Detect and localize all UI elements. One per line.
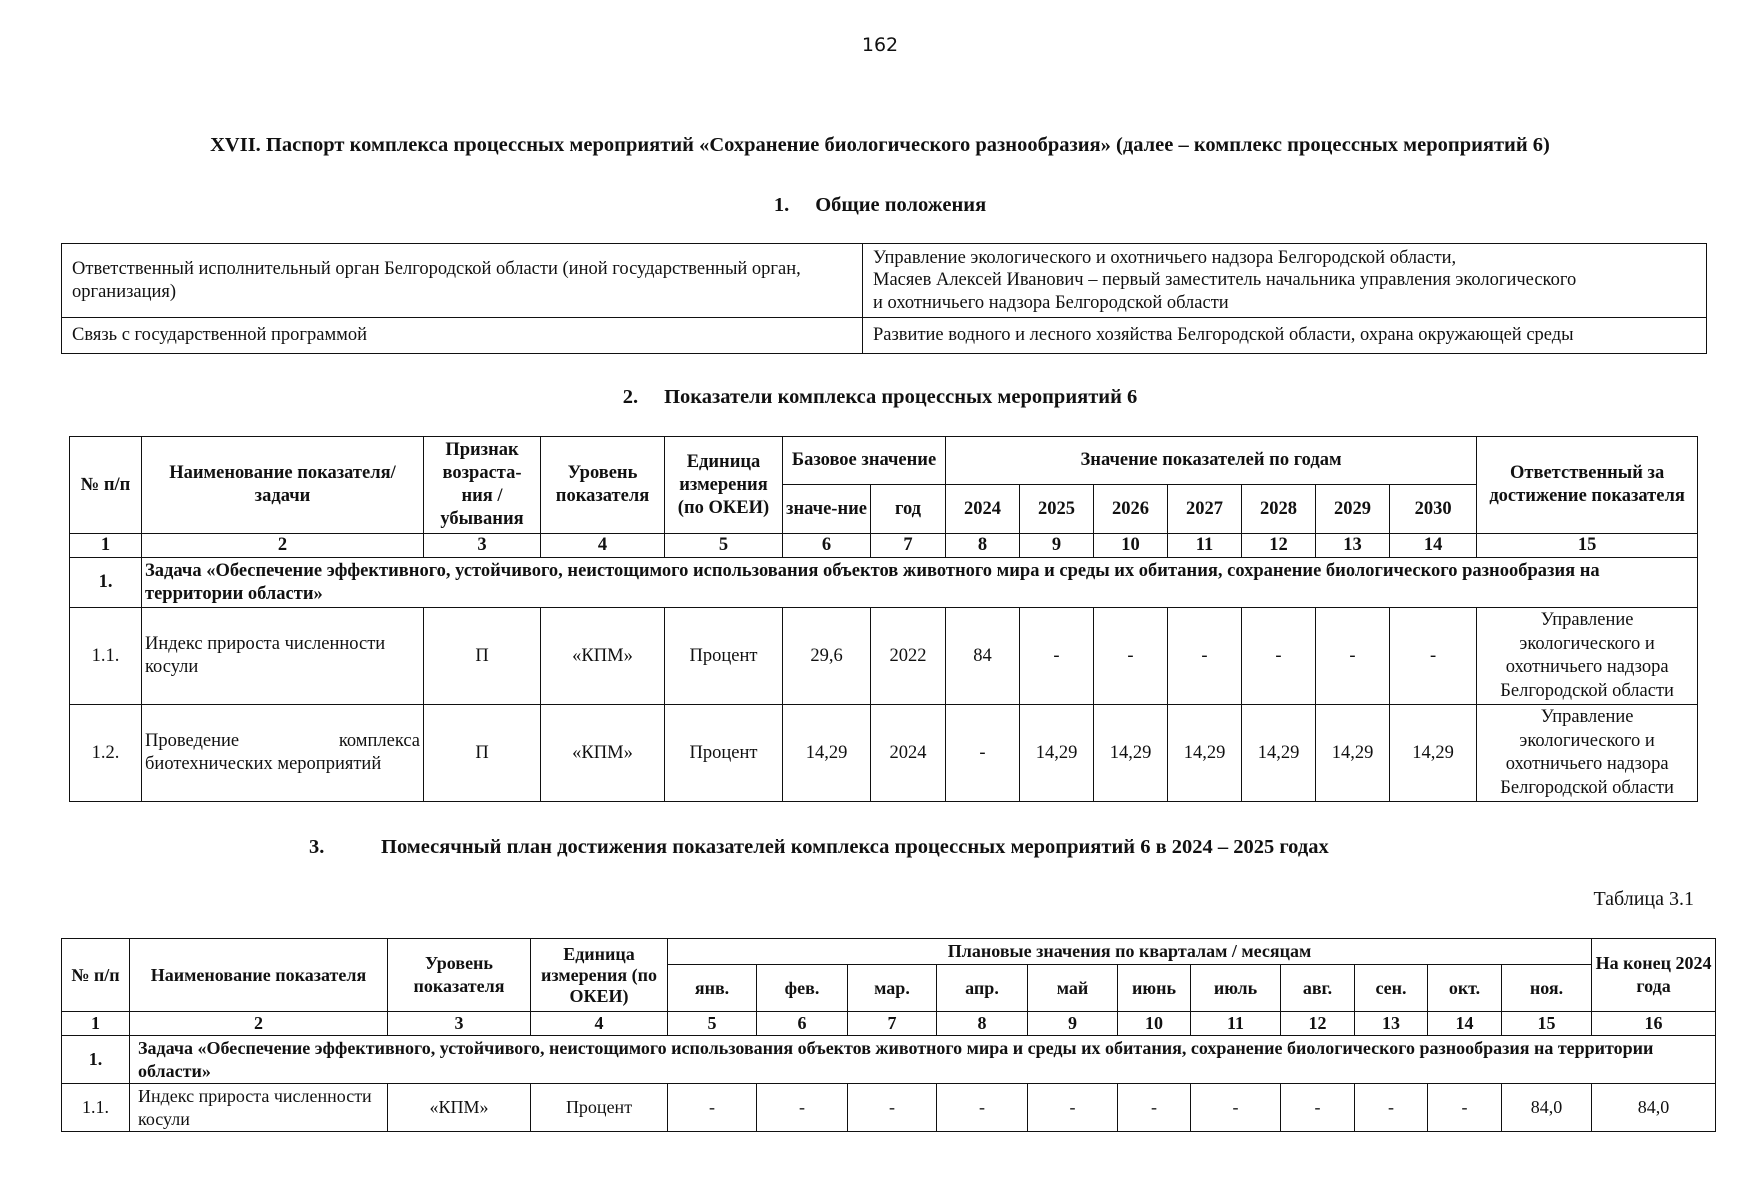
year-value: - <box>1242 608 1316 705</box>
col-number: 1 <box>70 534 142 558</box>
col-header-num: № п/п <box>70 437 142 534</box>
value-cell: Развитие водного и лесного хозяйства Белгородской области, охрана окружающей среды <box>863 318 1707 354</box>
col-number: 6 <box>757 1012 848 1036</box>
base-value: 14,29 <box>783 705 871 802</box>
label-cell: Связь с государственной программой <box>62 318 863 354</box>
col-number: 14 <box>1390 534 1477 558</box>
col-header-num: № п/п <box>62 939 130 1012</box>
month-value: 84,0 <box>1502 1084 1592 1132</box>
indicator-name: Индекс прироста численности косули <box>142 608 424 705</box>
col-number: 2 <box>130 1012 388 1036</box>
table-row <box>62 318 1707 354</box>
section-3-number: 3. <box>309 836 325 858</box>
month-value: - <box>1281 1084 1355 1132</box>
col-number: 13 <box>1355 1012 1428 1036</box>
section-1-heading <box>0 194 1760 217</box>
table-caption: Таблица 3.1 <box>1593 888 1694 910</box>
row-number: 1.1. <box>62 1084 130 1132</box>
section-3-heading <box>309 836 1329 859</box>
task-number: 1. <box>70 558 142 608</box>
col-number: 5 <box>665 534 783 558</box>
year-value: - <box>1390 608 1477 705</box>
monthly-plan-table <box>61 938 1716 1132</box>
col-header-year: 2030 <box>1390 485 1477 534</box>
indicator-sign: П <box>424 608 541 705</box>
year-value: 14,29 <box>1390 705 1477 802</box>
col-number: 12 <box>1242 534 1316 558</box>
col-header-month: авг. <box>1281 965 1355 1012</box>
col-number: 2 <box>142 534 424 558</box>
col-number: 11 <box>1168 534 1242 558</box>
year-value: 84 <box>946 608 1020 705</box>
month-value: - <box>1028 1084 1118 1132</box>
label-cell: Ответственный исполнительный орган Белгородской области (иной государственный орган, организация) <box>62 244 863 318</box>
col-number: 15 <box>1477 534 1698 558</box>
col-header-month: июль <box>1191 965 1281 1012</box>
indicator-unit: Процент <box>665 705 783 802</box>
document-title: XVII. Паспорт комплекса процессных мероприятий «Сохранение биологического разнообразия» (далее – комплекс процессных мероприятий 6) <box>210 134 1550 156</box>
year-value: 14,29 <box>1094 705 1168 802</box>
task-number: 1. <box>62 1036 130 1084</box>
col-number: 4 <box>541 534 665 558</box>
year-value: 14,29 <box>1020 705 1094 802</box>
task-text: Задача «Обеспечение эффективного, устойчивого, неистощимого использования объектов животного мира и среды их обитания, сохранение биологического разнообразия на территории области» <box>142 558 1698 608</box>
col-number: 9 <box>1020 534 1094 558</box>
col-header-month: янв. <box>668 965 757 1012</box>
col-number: 14 <box>1428 1012 1502 1036</box>
col-header-year: 2026 <box>1094 485 1168 534</box>
section-2-title: Показатели комплекса процессных мероприятий 6 <box>664 386 1138 408</box>
col-number: 8 <box>946 534 1020 558</box>
col-header-planned: Плановые значения по кварталам / месяцам <box>668 939 1592 965</box>
month-value: - <box>1428 1084 1502 1132</box>
year-value: 14,29 <box>1316 705 1390 802</box>
col-number: 1 <box>62 1012 130 1036</box>
col-header-year: 2024 <box>946 485 1020 534</box>
indicator-level: «КПМ» <box>388 1084 531 1132</box>
task-row <box>62 1036 1716 1084</box>
table-row <box>70 608 1698 705</box>
general-provisions-table <box>61 243 1707 354</box>
table-row <box>62 1084 1716 1132</box>
col-number: 7 <box>871 534 946 558</box>
year-value: - <box>946 705 1020 802</box>
indicator-unit: Процент <box>665 608 783 705</box>
col-header-name: Наименование показателя <box>130 939 388 1012</box>
col-header-month: фев. <box>757 965 848 1012</box>
month-value: - <box>1118 1084 1191 1132</box>
year-value: - <box>1316 608 1390 705</box>
col-header-end: На конец 2024 года <box>1592 939 1716 1012</box>
month-value: - <box>1191 1084 1281 1132</box>
month-value: - <box>668 1084 757 1132</box>
indicator-sign: П <box>424 705 541 802</box>
col-number: 10 <box>1118 1012 1191 1036</box>
col-header-month: июнь <box>1118 965 1191 1012</box>
base-year: 2024 <box>871 705 946 802</box>
col-header-month: апр. <box>937 965 1028 1012</box>
responsible: Управление экологического и охотничьего надзора Белгородской области <box>1477 608 1698 705</box>
col-header-month: май <box>1028 965 1118 1012</box>
col-header-responsible: Ответственный за достижение показателя <box>1477 437 1698 534</box>
task-row <box>70 558 1698 608</box>
col-number: 3 <box>424 534 541 558</box>
col-header-month: сен. <box>1355 965 1428 1012</box>
col-number: 13 <box>1316 534 1390 558</box>
col-number: 11 <box>1191 1012 1281 1036</box>
col-number: 6 <box>783 534 871 558</box>
indicator-level: «КПМ» <box>541 608 665 705</box>
col-number: 10 <box>1094 534 1168 558</box>
col-number: 16 <box>1592 1012 1716 1036</box>
table-row <box>62 244 1707 318</box>
value-line: Масяев Алексей Иванович – первый заместитель начальника управления экологического <box>873 270 1577 291</box>
col-header-by-years: Значение показателей по годам <box>946 437 1477 485</box>
col-header-month: мар. <box>848 965 937 1012</box>
col-number: 9 <box>1028 1012 1118 1036</box>
col-header-unit: Единица измерения (по ОКЕИ) <box>531 939 668 1012</box>
col-header-year: 2027 <box>1168 485 1242 534</box>
end-value: 84,0 <box>1592 1084 1716 1132</box>
value-cell <box>863 244 1707 318</box>
page-number: 162 <box>861 34 899 56</box>
col-header-name: Наименование показателя/задачи <box>142 437 424 534</box>
year-value: - <box>1020 608 1094 705</box>
col-number: 15 <box>1502 1012 1592 1036</box>
col-number: 7 <box>848 1012 937 1036</box>
column-numbers-row <box>70 534 1698 558</box>
base-year: 2022 <box>871 608 946 705</box>
section-2-heading <box>0 386 1760 409</box>
year-value: - <box>1168 608 1242 705</box>
col-number: 4 <box>531 1012 668 1036</box>
year-value: 14,29 <box>1242 705 1316 802</box>
month-value: - <box>1355 1084 1428 1132</box>
header-row <box>62 939 1716 965</box>
col-header-base-value: значе-ние <box>783 485 871 534</box>
col-header-year: 2028 <box>1242 485 1316 534</box>
col-number: 3 <box>388 1012 531 1036</box>
header-row <box>70 437 1698 485</box>
section-1-title: Общие положения <box>815 194 987 216</box>
section-1-number: 1. <box>773 194 790 216</box>
col-header-year: 2029 <box>1316 485 1390 534</box>
indicator-level: «КПМ» <box>541 705 665 802</box>
col-header-level: Уровень показателя <box>388 939 531 1012</box>
indicator-unit: Процент <box>531 1084 668 1132</box>
month-value: - <box>757 1084 848 1132</box>
col-header-level: Уровень показателя <box>541 437 665 534</box>
col-header-month: окт. <box>1428 965 1502 1012</box>
column-numbers-row <box>62 1012 1716 1036</box>
col-header-base: Базовое значение <box>783 437 946 485</box>
year-value: - <box>1094 608 1168 705</box>
col-number: 5 <box>668 1012 757 1036</box>
year-value: 14,29 <box>1168 705 1242 802</box>
value-line: Управление экологического и охотничьего надзора Белгородской области, <box>873 247 1457 268</box>
base-value: 29,6 <box>783 608 871 705</box>
table-row <box>70 705 1698 802</box>
responsible: Управление экологического и охотничьего надзора Белгородской области <box>1477 705 1698 802</box>
col-header-sign: Признак возраста-ния / убывания <box>424 437 541 534</box>
col-number: 8 <box>937 1012 1028 1036</box>
row-number: 1.2. <box>70 705 142 802</box>
col-number: 12 <box>1281 1012 1355 1036</box>
col-header-month: ноя. <box>1502 965 1592 1012</box>
month-value: - <box>848 1084 937 1132</box>
col-header-base-year: год <box>871 485 946 534</box>
section-3-title: Помесячный план достижения показателей комплекса процессных мероприятий 6 в 2024 – 2025 годах <box>381 836 1329 858</box>
value-line: и охотничьего надзора Белгородской области <box>873 292 1229 313</box>
task-text: Задача «Обеспечение эффективного, устойчивого, неистощимого использования объектов животного мира и среды их обитания, сохранение биологического разнообразия на территории области» <box>130 1036 1716 1084</box>
month-value: - <box>937 1084 1028 1132</box>
section-2-number: 2. <box>622 386 639 408</box>
indicators-table <box>69 436 1698 802</box>
indicator-name: Проведение комплекса биотехнических мероприятий <box>142 705 424 802</box>
col-header-unit: Единица измерения (по ОКЕИ) <box>665 437 783 534</box>
col-header-year: 2025 <box>1020 485 1094 534</box>
row-number: 1.1. <box>70 608 142 705</box>
indicator-name: Индекс прироста численности косули <box>130 1084 388 1132</box>
